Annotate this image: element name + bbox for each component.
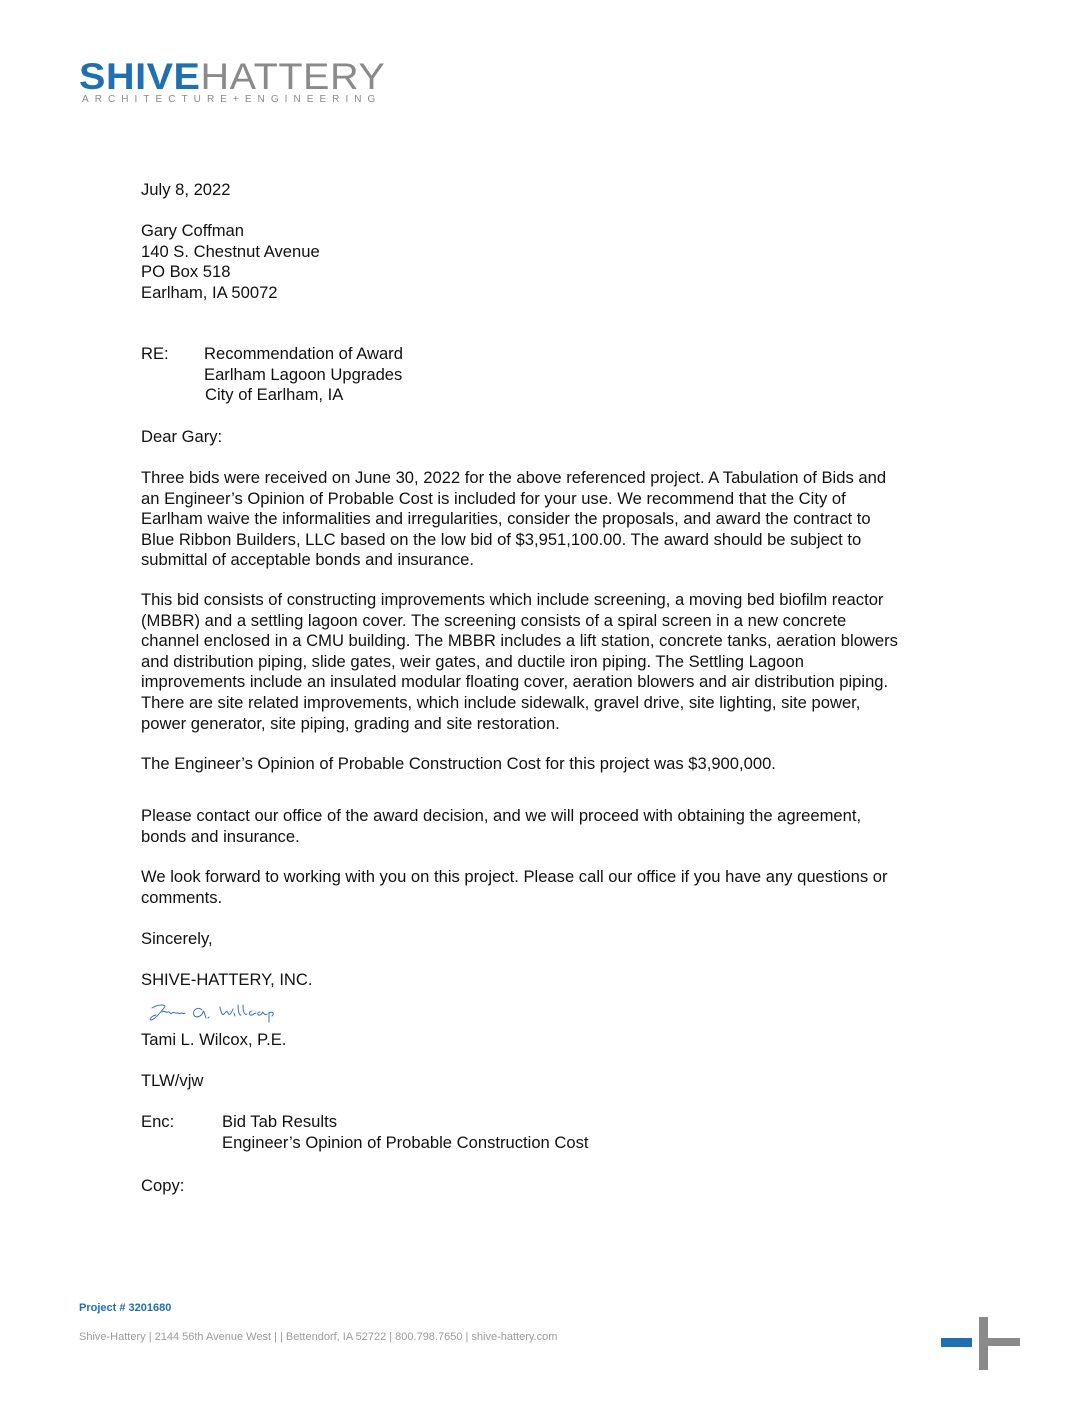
recipient-street: 140 S. Chestnut Avenue (141, 241, 320, 261)
brand-mark-blue-bar (941, 1338, 972, 1347)
enclosure-item: Engineer’s Opinion of Probable Construction Cost (222, 1132, 589, 1152)
company-name: SHIVE-HATTERY, INC. (141, 970, 313, 989)
paragraph-line: an Engineer’s Opinion of Probable Cost is included for your use. We recommend that the City of (141, 488, 846, 508)
letter-date: July 8, 2022 (141, 180, 231, 199)
re-label: RE: (141, 344, 169, 363)
recipient-po-box: PO Box 518 (141, 262, 231, 282)
paragraph-line: channel enclosed in a CMU building. The MBBR includes a lift station, concrete tanks, aeration blowers (141, 631, 898, 651)
re-line: Recommendation of Award (204, 344, 403, 363)
paragraph-line: bonds and insurance. (141, 826, 300, 846)
body-paragraph-scope (141, 590, 971, 734)
signature-image (148, 1000, 308, 1026)
paragraph-line: The Engineer’s Opinion of Probable Construction Cost for this project was $3,900,000. (141, 754, 776, 773)
body-paragraph-award (141, 468, 971, 571)
paragraph-line: Blue Ribbon Builders, LLC based on the low bid of $3,951,100.00. The award should be subject to (141, 529, 862, 549)
paragraph-line: power generator, site piping, grading and site restoration. (141, 713, 560, 733)
body-paragraph-closing (141, 867, 971, 908)
re-line: Earlham Lagoon Upgrades (204, 364, 403, 384)
enclosure-label: Enc: (141, 1112, 175, 1131)
paragraph-line: This bid consists of constructing improvements which include screening, a moving bed biofilm reactor (141, 590, 884, 609)
logo-shive: SHIVE (79, 56, 201, 97)
typist-initials: TLW/vjw (141, 1071, 204, 1090)
body-paragraph-contact (141, 806, 971, 847)
recipient-address (141, 221, 320, 303)
paragraph-line: Earlham waive the informalities and irregularities, consider the proposals, and award the contract to (141, 509, 871, 529)
enclosure-list (222, 1112, 589, 1153)
project-number: Project # 3201680 (79, 1302, 172, 1314)
paragraph-line: and distribution piping, slide gates, weir gates, and ductile iron piping. The Settling Lagoon (141, 651, 804, 671)
copy-label: Copy: (141, 1176, 185, 1195)
logo-hattery: HATTERY (200, 56, 386, 97)
paragraph-line: (MBBR) and a settling lagoon cover. The screening consists of a spiral screen in a new concrete (141, 610, 847, 630)
paragraph-line: There are site related improvements, which include sidewalk, gravel drive, site lighting, site power, (141, 692, 861, 712)
footer-address: Shive-Hattery | 2144 56th Avenue West | | Bettendorf, IA 52722 | 800.798.7650 | shive-hattery.com (79, 1331, 558, 1343)
re-subject (204, 344, 403, 406)
paragraph-line: Three bids were received on June 30, 2022 for the above referenced project. A Tabulation of Bids and (141, 468, 887, 487)
brand-mark-vertical-bar (979, 1317, 988, 1370)
paragraph-line: comments. (141, 887, 223, 907)
company-logo (79, 58, 385, 96)
closing: Sincerely, (141, 929, 213, 948)
paragraph-line: Please contact our office of the award decision, and we will proceed with obtaining the agreement, (141, 806, 862, 825)
signer-name: Tami L. Wilcox, P.E. (141, 1030, 287, 1049)
brand-mark-gray-bar (988, 1338, 1020, 1346)
recipient-name: Gary Coffman (141, 221, 244, 240)
paragraph-line: We look forward to working with you on this project. Please call our office if you have any questions or (141, 867, 888, 886)
paragraph-line: submittal of acceptable bonds and insurance. (141, 550, 475, 570)
enclosure-item: Bid Tab Results (222, 1112, 337, 1131)
body-paragraph-cost (141, 754, 971, 775)
recipient-city: Earlham, IA 50072 (141, 282, 278, 302)
logo-tagline: ARCHITECTURE+ENGINEERING (82, 94, 382, 105)
salutation: Dear Gary: (141, 427, 223, 446)
re-line: City of Earlham, IA (205, 385, 344, 405)
paragraph-line: improvements include an insulated modular floating cover, aeration blowers and air distribution piping. (141, 672, 889, 692)
